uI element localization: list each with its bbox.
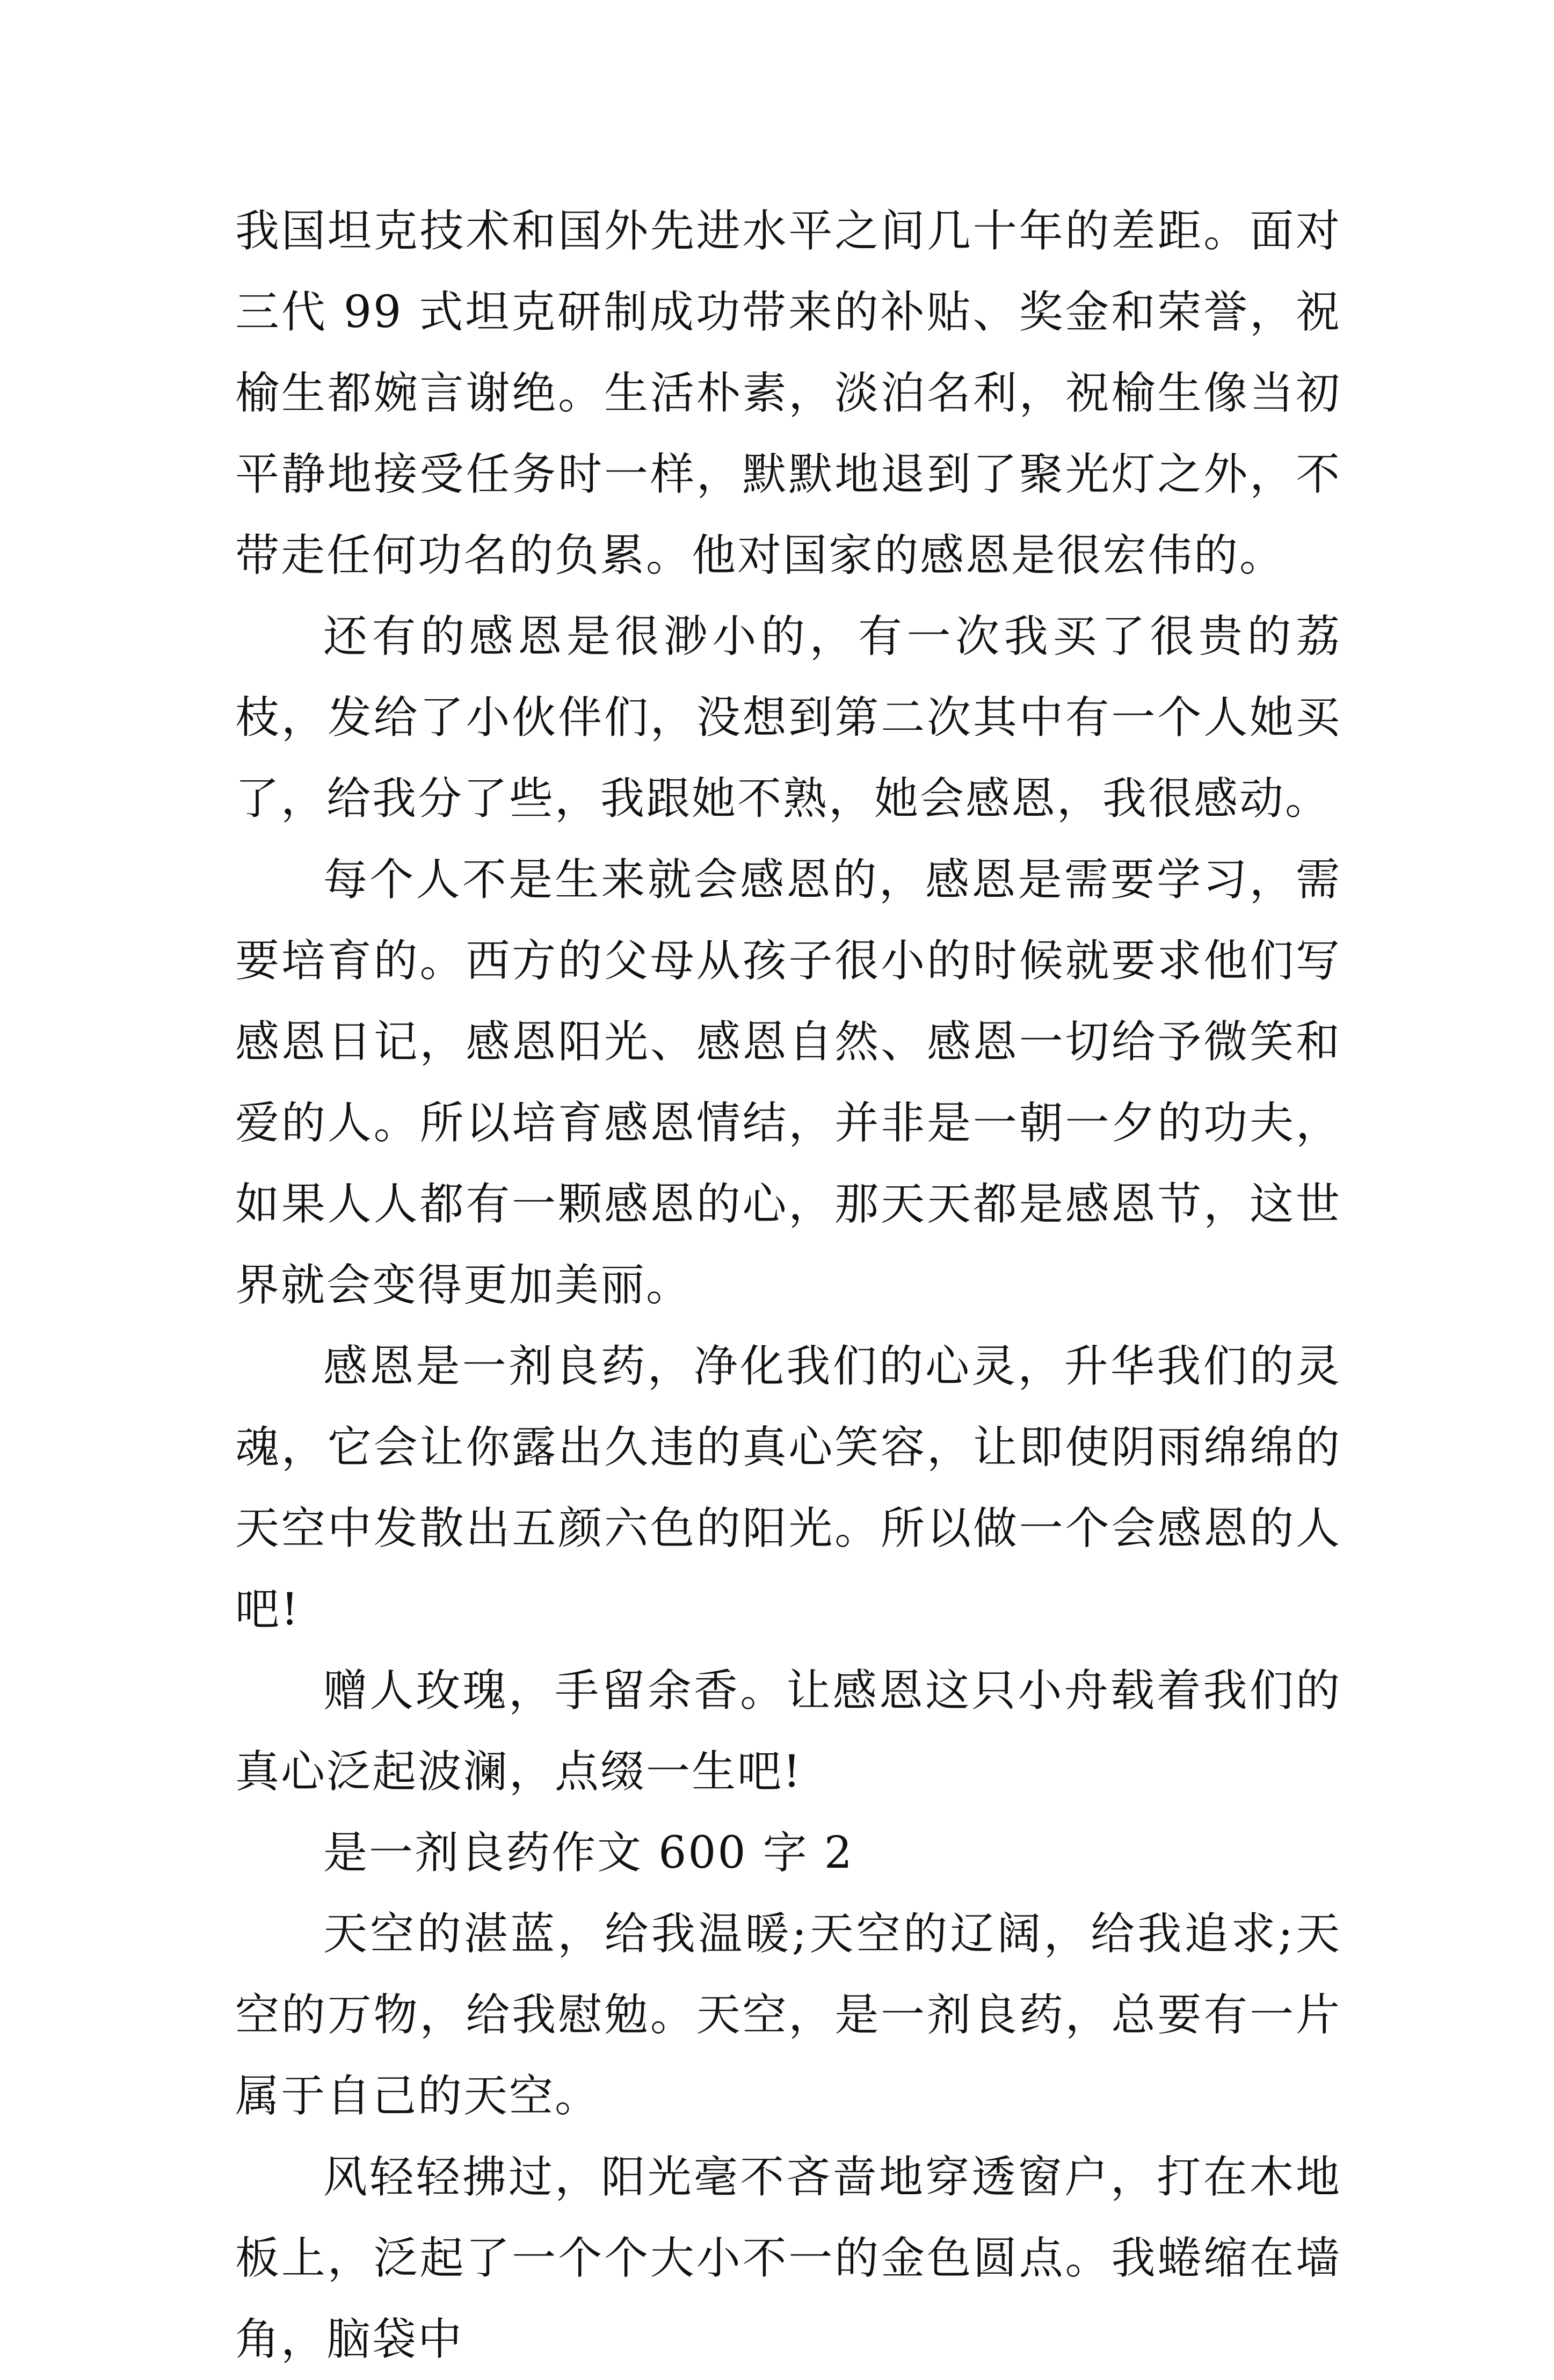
body-text: [235, 191, 1341, 2380]
paragraph: 风轻轻拂过，阳光毫不吝啬地穿透窗户，打在木地板上，泛起了一个个大小不一的金色圆点。我蜷缩在墙角，脑袋中: [235, 2152, 1341, 2365]
paragraph: 我国坦克技术和国外先进水平之间几十年的差距。面对三代 99 式坦克研制成功带来的补贴、奖金和荣誉，祝榆生都婉言谢绝。生活朴素，淡泊名利，祝榆生像当初平静地接受任务时一样，默默地退到了聚光灯之外，不带走任何功名的负累。他对国家的感恩是很宏伟的。: [235, 206, 1341, 581]
paragraph: 每个人不是生来就会感恩的，感恩是需要学习，需要培育的。西方的父母从孩子很小的时候就要求他们写感恩日记，感恩阳光、感恩自然、感恩一切给予微笑和爱的人。所以培育感恩情结，并非是一朝一夕的功夫，如果人人都有一颗感恩的心，那天天都是感恩节，这世界就会变得更加美丽。: [235, 854, 1341, 1311]
paragraph: 还有的感恩是很渺小的，有一次我买了很贵的荔枝，发给了小伙伴们，没想到第二次其中有一个人她买了，给我分了些，我跟她不熟，她会感恩，我很感动。: [235, 611, 1341, 824]
paragraph: 天空的湛蓝，给我温暖;天空的辽阔，给我追求;天空的万物，给我慰勉。天空，是一剂良药，总要有一片属于自己的天空。: [235, 1909, 1341, 2122]
section-heading: 是一剂良药作文 600 字 2: [323, 1827, 854, 1878]
paragraph: 赠人玫瑰，手留余香。让感恩这只小舟载着我们的真心泛起波澜，点缀一生吧!: [235, 1665, 1341, 1797]
paragraph: 感恩是一剂良药，净化我们的心灵，升华我们的灵魂，它会让你露出久违的真心笑容，让即使阴雨绵绵的天空中发散出五颜六色的阳光。所以做一个会感恩的人吧!: [235, 1341, 1341, 1635]
